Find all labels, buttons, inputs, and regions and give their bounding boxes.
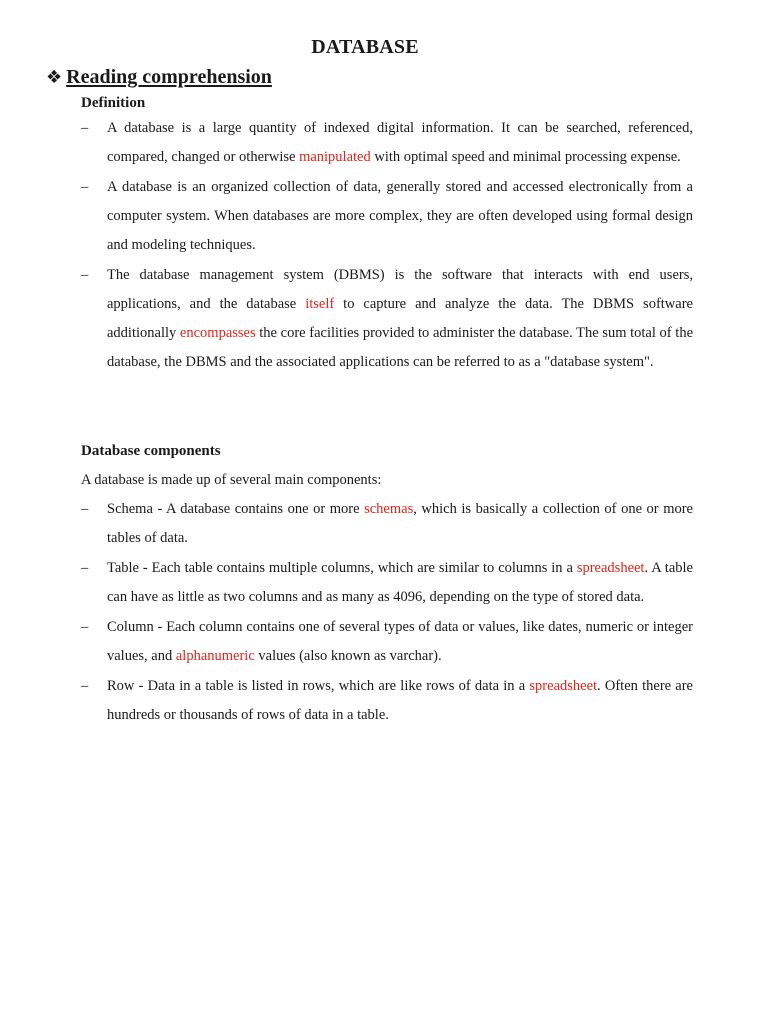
page-title: DATABASE bbox=[311, 36, 419, 58]
components-heading: Database components bbox=[81, 443, 221, 459]
highlighted-term: schemas bbox=[364, 501, 414, 517]
list-marker: – bbox=[81, 501, 89, 517]
highlighted-term: itself bbox=[305, 296, 335, 312]
list-item: – The database management system (DBMS) is the software that interacts with end users, applications, and the database itself to capture and analyze the data. The DBMS software additionally encompasses the core facilities provided to administer the database. The sum total of the database, the DBMS and the associated applications can be referred to as a "database system". bbox=[81, 261, 693, 377]
list-marker: – bbox=[81, 560, 89, 576]
definition-heading: Definition bbox=[81, 95, 146, 111]
highlighted-term: spreadsheet bbox=[529, 678, 598, 694]
definition-list bbox=[81, 114, 693, 378]
list-marker: – bbox=[81, 619, 89, 635]
list-item: – Schema - A database contains one or more schemas, which is basically a collection of one or more tables of data. bbox=[81, 495, 693, 553]
list-marker: – bbox=[81, 678, 89, 694]
highlighted-term: encompasses bbox=[179, 325, 256, 341]
list-marker: – bbox=[81, 267, 89, 283]
list-item: – Row - Data in a table is listed in rows, which are like rows of data in a spreadsheet. Often there are hundreds or thousands of rows of data in a table. bbox=[81, 672, 693, 730]
list-marker: – bbox=[81, 120, 89, 136]
list-item: – A database is a large quantity of indexed digital information. It can be searched, referenced, compared, changed or otherwise manipulated with optimal speed and minimal processing expense. bbox=[81, 114, 693, 172]
highlighted-term: spreadsheet bbox=[576, 560, 645, 576]
components-list bbox=[81, 495, 693, 731]
list-item: – A database is an organized collection of data, generally stored and accessed electronically from a computer system. When databases are more complex, they are often developed using formal design and modeling techniques. bbox=[81, 173, 693, 260]
list-item: – Table - Each table contains multiple columns, which are similar to columns in a spreadsheet. A table can have as little as two columns and as many as 4096, depending on the type of stored data. bbox=[81, 554, 693, 612]
section-heading bbox=[46, 66, 272, 89]
components-intro: A database is made up of several main components: bbox=[81, 472, 382, 488]
highlighted-term: manipulated bbox=[299, 149, 371, 165]
highlighted-term: alphanumeric bbox=[175, 648, 255, 664]
diamond-bullet-icon: ❖ bbox=[46, 67, 63, 88]
list-item: – Column - Each column contains one of several types of data or values, like dates, numeric or integer values, and alphanumeric values (also known as varchar). bbox=[81, 613, 693, 671]
section-heading-text: Reading comprehension bbox=[66, 66, 272, 88]
list-marker: – bbox=[81, 179, 89, 195]
